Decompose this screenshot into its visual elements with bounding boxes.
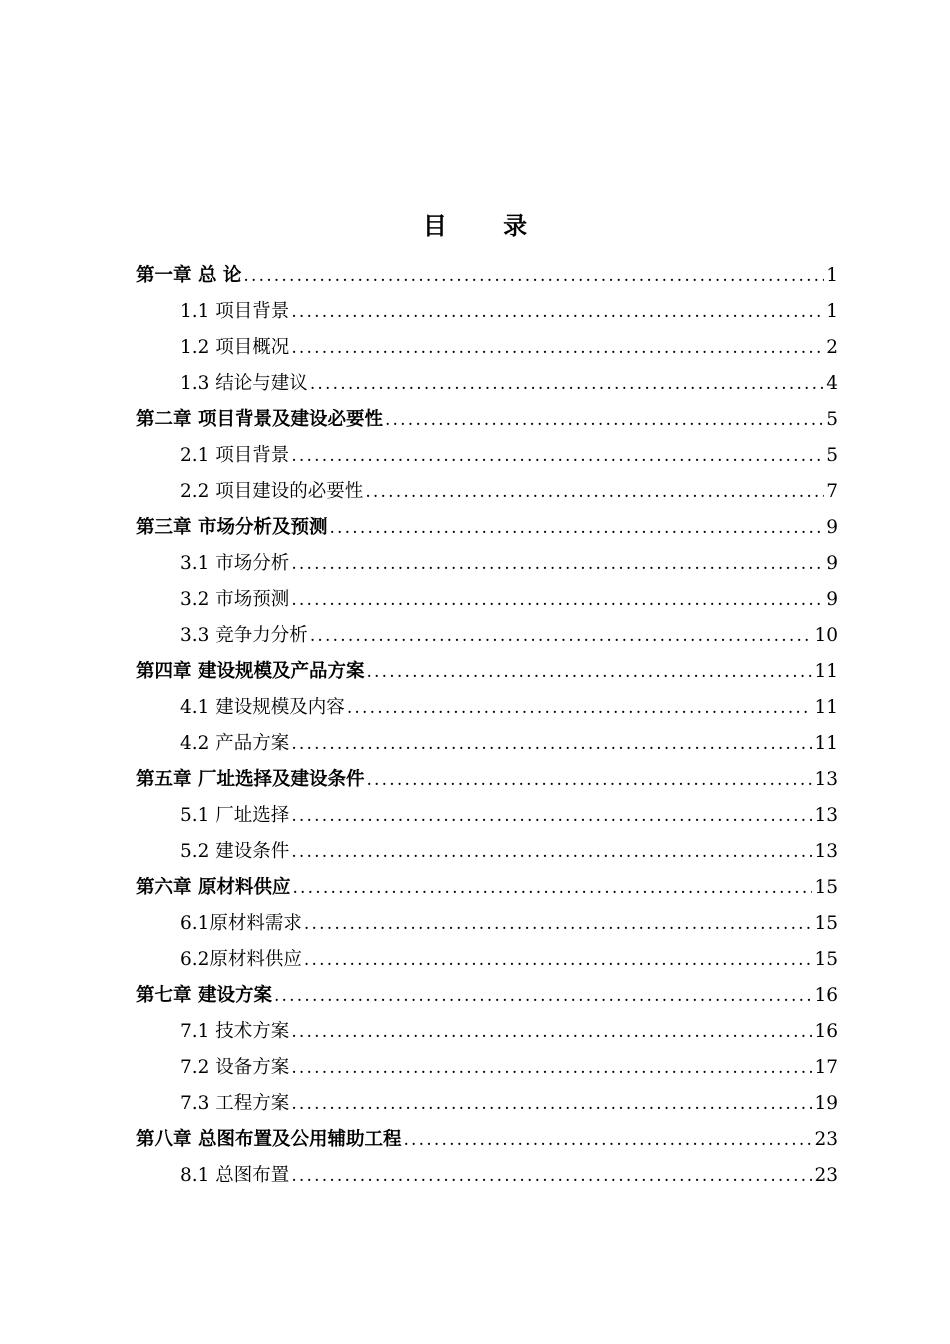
toc-dot-leader [304,942,813,978]
toc-dot-leader [291,582,824,618]
toc-dot-leader [291,1050,812,1086]
toc-section-entry[interactable] [136,906,838,942]
toc-entry-label: 第五章 厂址选择及建设条件 [136,769,365,790]
toc-dot-leader [304,906,813,942]
toc-entry-label: 6.2原材料供应 [180,949,302,970]
toc-page-number: 11 [814,733,838,754]
toc-page-number: 5 [826,409,838,430]
toc-entry-label: 4.1 建设规模及内容 [180,697,345,718]
toc-dot-leader [291,726,812,762]
toc-dot-leader [292,870,812,906]
toc-page-number: 2 [826,337,838,358]
toc-dot-leader [310,366,824,402]
toc-section-entry[interactable] [136,726,838,762]
toc-dot-leader [291,834,812,870]
toc-chapter-entry[interactable] [136,1122,838,1158]
toc-page-number: 1 [826,301,838,322]
toc-dot-leader [403,1122,812,1158]
toc-dot-leader [366,654,812,690]
toc-section-entry[interactable] [136,798,838,834]
toc-entry-label: 7.2 设备方案 [180,1057,290,1078]
toc-chapter-entry[interactable] [136,762,838,798]
toc-dot-leader [385,402,824,438]
toc-section-entry[interactable] [136,330,838,366]
toc-dot-leader [310,618,813,654]
toc-entry-label: 8.1 总图布置 [180,1165,290,1186]
toc-page-number: 13 [814,805,838,826]
toc-dot-leader [274,978,813,1014]
toc-entry-label: 第四章 建设规模及产品方案 [136,661,365,682]
toc-entry-label: 3.1 市场分析 [180,553,290,574]
toc-page-number: 9 [826,553,838,574]
toc-entry-label: 6.1原材料需求 [180,913,302,934]
toc-page-number: 7 [826,481,838,502]
toc-section-entry[interactable] [136,942,838,978]
toc-section-entry[interactable] [136,582,838,618]
toc-dot-leader [291,546,824,582]
toc-entry-label: 第八章 总图布置及公用辅助工程 [136,1129,402,1150]
toc-dot-leader [329,510,824,546]
toc-dot-leader [243,258,824,294]
toc-section-entry[interactable] [136,1050,838,1086]
toc-page-number: 13 [814,769,838,790]
toc-dot-leader [291,330,824,366]
toc-entry-label: 4.2 产品方案 [180,733,290,754]
toc-page-number: 19 [814,1093,838,1114]
toc-page-number: 10 [814,625,838,646]
toc-page-number: 9 [826,589,838,610]
toc-chapter-entry[interactable] [136,258,838,294]
toc-page-number: 9 [826,517,838,538]
toc-section-entry[interactable] [136,618,838,654]
toc-entry-label: 第三章 市场分析及预测 [136,517,328,538]
toc-page-number: 23 [814,1129,838,1150]
toc-section-entry[interactable] [136,1014,838,1050]
toc-section-entry[interactable] [136,834,838,870]
toc-entry-label: 第六章 原材料供应 [136,877,291,898]
toc-dot-leader [291,438,824,474]
toc-chapter-entry[interactable] [136,510,838,546]
toc-chapter-entry[interactable] [136,870,838,906]
toc-entry-label: 1.1 项目背景 [180,301,290,322]
toc-entry-label: 第二章 项目背景及建设必要性 [136,409,383,430]
toc-entry-label: 7.3 工程方案 [180,1093,290,1114]
toc-entry-label: 2.1 项目背景 [180,445,290,466]
toc-dot-leader [291,1014,812,1050]
toc-page-number: 16 [814,985,838,1006]
toc-chapter-entry[interactable] [136,402,838,438]
toc-entry-label: 5.1 厂址选择 [180,805,290,826]
toc-chapter-entry[interactable] [136,654,838,690]
toc-page-number: 11 [814,661,838,682]
toc-page-number: 15 [814,877,838,898]
toc-section-entry[interactable] [136,546,838,582]
toc-entry-label: 第一章 总 论 [136,265,242,286]
toc-page-number: 4 [826,373,838,394]
toc-dot-leader [347,690,813,726]
toc-page-number: 16 [814,1021,838,1042]
toc-entry-label: 第七章 建设方案 [136,985,272,1006]
toc-list [136,258,838,1194]
toc-entry-label: 1.3 结论与建议 [180,373,308,394]
toc-entry-label: 5.2 建设条件 [180,841,290,862]
toc-entry-label: 3.3 竞争力分析 [180,625,308,646]
toc-dot-leader [291,1158,812,1194]
toc-entry-label: 3.2 市场预测 [180,589,290,610]
toc-page-number: 17 [814,1057,838,1078]
toc-entry-label: 7.1 技术方案 [180,1021,290,1042]
toc-dot-leader [291,1086,812,1122]
toc-title: 目 录 [422,211,552,240]
toc-section-entry[interactable] [136,294,838,330]
toc-section-entry[interactable] [136,690,838,726]
toc-section-entry[interactable] [136,474,838,510]
toc-page-number: 15 [814,913,838,934]
toc-section-entry[interactable] [136,366,838,402]
toc-page-number: 1 [826,265,838,286]
toc-entry-label: 2.2 项目建设的必要性 [180,481,364,502]
toc-section-entry[interactable] [136,438,838,474]
toc-page-number: 5 [826,445,838,466]
toc-dot-leader [291,294,824,330]
toc-page-number: 15 [814,949,838,970]
toc-dot-leader [365,474,824,510]
toc-chapter-entry[interactable] [136,978,838,1014]
toc-dot-leader [366,762,812,798]
toc-page-number: 11 [814,697,838,718]
toc-entry-label: 1.2 项目概况 [180,337,290,358]
toc-page-number: 23 [814,1165,838,1186]
toc-page-number: 13 [814,841,838,862]
toc-section-entry[interactable] [136,1158,838,1194]
toc-section-entry[interactable] [136,1086,838,1122]
toc-dot-leader [291,798,812,834]
